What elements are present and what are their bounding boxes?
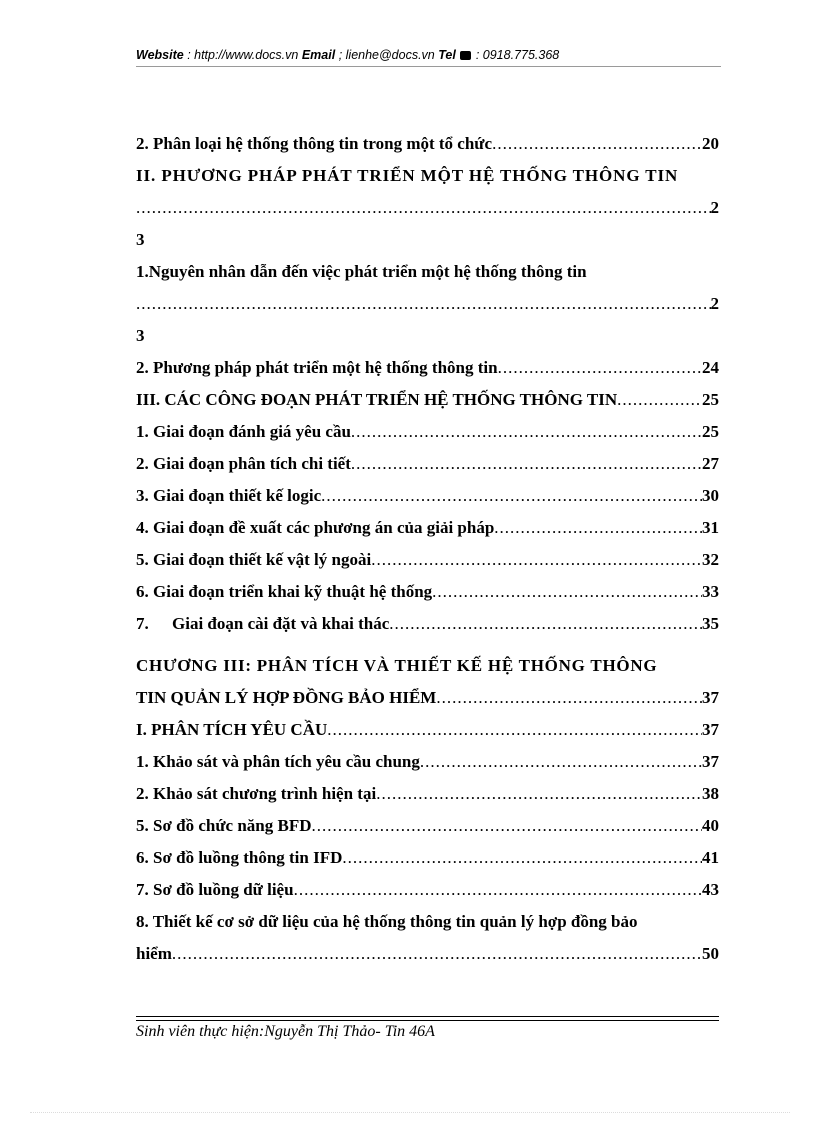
toc-entry-page: 50 (702, 944, 719, 963)
toc-entry (136, 746, 719, 778)
toc-entry-title: 4. Giai đoạn đề xuất các phương án của giải pháp (136, 518, 495, 537)
toc-entry (136, 544, 719, 576)
tel-label: Tel (438, 48, 456, 62)
email-label: Email (301, 48, 336, 62)
toc-entry (136, 842, 719, 874)
toc-entry (136, 608, 719, 640)
toc-entry-page: 37 (702, 688, 719, 707)
toc-entry-page: 24 (702, 358, 719, 377)
footer-divider-bottom (136, 1020, 719, 1021)
toc-entry (136, 352, 719, 384)
toc-entry-page: 43 (702, 880, 719, 899)
toc-entry-page: 20 (702, 134, 719, 153)
tel-value: : 0918.775.368 (475, 48, 560, 62)
website-value: : http://www.docs.vn (187, 48, 299, 62)
telephone-icon (460, 51, 471, 60)
toc-entry-title: hiểm (136, 944, 172, 963)
toc-leader-line (136, 192, 719, 224)
header-divider (136, 66, 721, 67)
toc-entry-title: 5. Sơ đồ chức năng BFD (136, 816, 312, 835)
toc-entry (136, 810, 719, 842)
toc-entry (136, 384, 719, 416)
footer-divider-top (136, 1016, 719, 1017)
toc-entry-title: III. CÁC CÔNG ĐOẠN PHÁT TRIỂN HỆ THỐNG THÔNG TIN (136, 390, 618, 409)
toc-entry-title: 1.Nguyên nhân dẫn đến việc phát triển một hệ thống thông tin (136, 262, 587, 281)
toc-entry-page: 38 (702, 784, 719, 803)
toc-entry (136, 480, 719, 512)
toc-entry-page: 2 (710, 198, 719, 217)
toc-entry (136, 682, 719, 714)
toc-entry-page: 35 (702, 614, 719, 633)
toc-entry-title: 2. Giai đoạn phân tích chi tiết (136, 454, 351, 473)
toc-entry-page: 40 (702, 816, 719, 835)
toc-entry-page: 37 (702, 752, 719, 771)
toc-entry-title: 5. Giai đoạn thiết kế vật lý ngoài (136, 550, 372, 569)
toc-page-continuation: 3 (136, 326, 145, 345)
toc-entry-title: 1. Khảo sát và phân tích yêu cầu chung (136, 752, 420, 771)
toc-entry-page: 33 (702, 582, 719, 601)
toc-chapter-title: CHƯƠNG III: PHÂN TÍCH VÀ THIẾT KẾ HỆ THỐNG THÔNG (136, 656, 658, 675)
toc-entry-page: 2 (710, 294, 719, 313)
toc-entry (136, 714, 719, 746)
toc-entry-title: 6. Sơ đồ luồng thông tin IFD (136, 848, 343, 867)
toc-entry-page: 32 (702, 550, 719, 569)
toc-entry (136, 938, 719, 970)
toc-entry (136, 448, 719, 480)
toc-entry (136, 512, 719, 544)
toc-entry-page: 37 (702, 720, 719, 739)
page-footer: Sinh viên thực hiện:Nguyễn Thị Thảo- Tin 46A (136, 1023, 435, 1040)
toc-entry-title: 2. Phân loại hệ thống thông tin trong một tổ chức (136, 134, 493, 153)
toc-entry-title: 8. Thiết kế cơ sở dữ liệu của hệ thống thông tin quản lý hợp đồng bảo (136, 912, 638, 931)
toc-entry-title: 7. Sơ đồ luồng dữ liệu (136, 880, 294, 899)
toc-entry-title: 2. Khảo sát chương trình hiện tại (136, 784, 377, 803)
toc-entry (136, 128, 719, 160)
toc-entry-title: 6. Giai đoạn triển khai kỹ thuật hệ thống (136, 582, 433, 601)
toc-entry-title: I. PHÂN TÍCH YÊU CẦU (136, 720, 328, 739)
toc-entry-title: II. PHƯƠNG PHÁP PHÁT TRIỂN MỘT HỆ THỐNG THÔNG TIN (136, 166, 679, 185)
toc-entry (136, 416, 719, 448)
page-header (136, 48, 721, 62)
toc-entry-page: 41 (702, 848, 719, 867)
table-of-contents (136, 128, 719, 970)
toc-entry-title: Giai đoạn cài đặt và khai thác (172, 614, 390, 633)
toc-entry-title: TIN QUẢN LÝ HỢP ĐỒNG BẢO HIỂM (136, 688, 437, 707)
toc-leader-line (136, 288, 719, 320)
toc-entry (136, 874, 719, 906)
page-bottom-border (30, 1112, 790, 1113)
toc-entry-page: 31 (702, 518, 719, 537)
email-value: ; lienhe@docs.vn (338, 48, 435, 62)
toc-entry-page: 30 (702, 486, 719, 505)
website-label: Website (136, 48, 184, 62)
toc-entry-number: 7. (136, 614, 149, 633)
toc-entry-title: 2. Phương pháp phát triển một hệ thống thông tin (136, 358, 498, 377)
toc-page-continuation: 3 (136, 230, 145, 249)
toc-entry-title: 3. Giai đoạn thiết kế logic (136, 486, 322, 505)
toc-entry (136, 778, 719, 810)
toc-entry-page: 25 (702, 390, 719, 409)
toc-entry-page: 25 (702, 422, 719, 441)
toc-entry-title: 1. Giai đoạn đánh giá yêu cầu (136, 422, 351, 441)
toc-entry-page: 27 (702, 454, 719, 473)
toc-entry (136, 576, 719, 608)
